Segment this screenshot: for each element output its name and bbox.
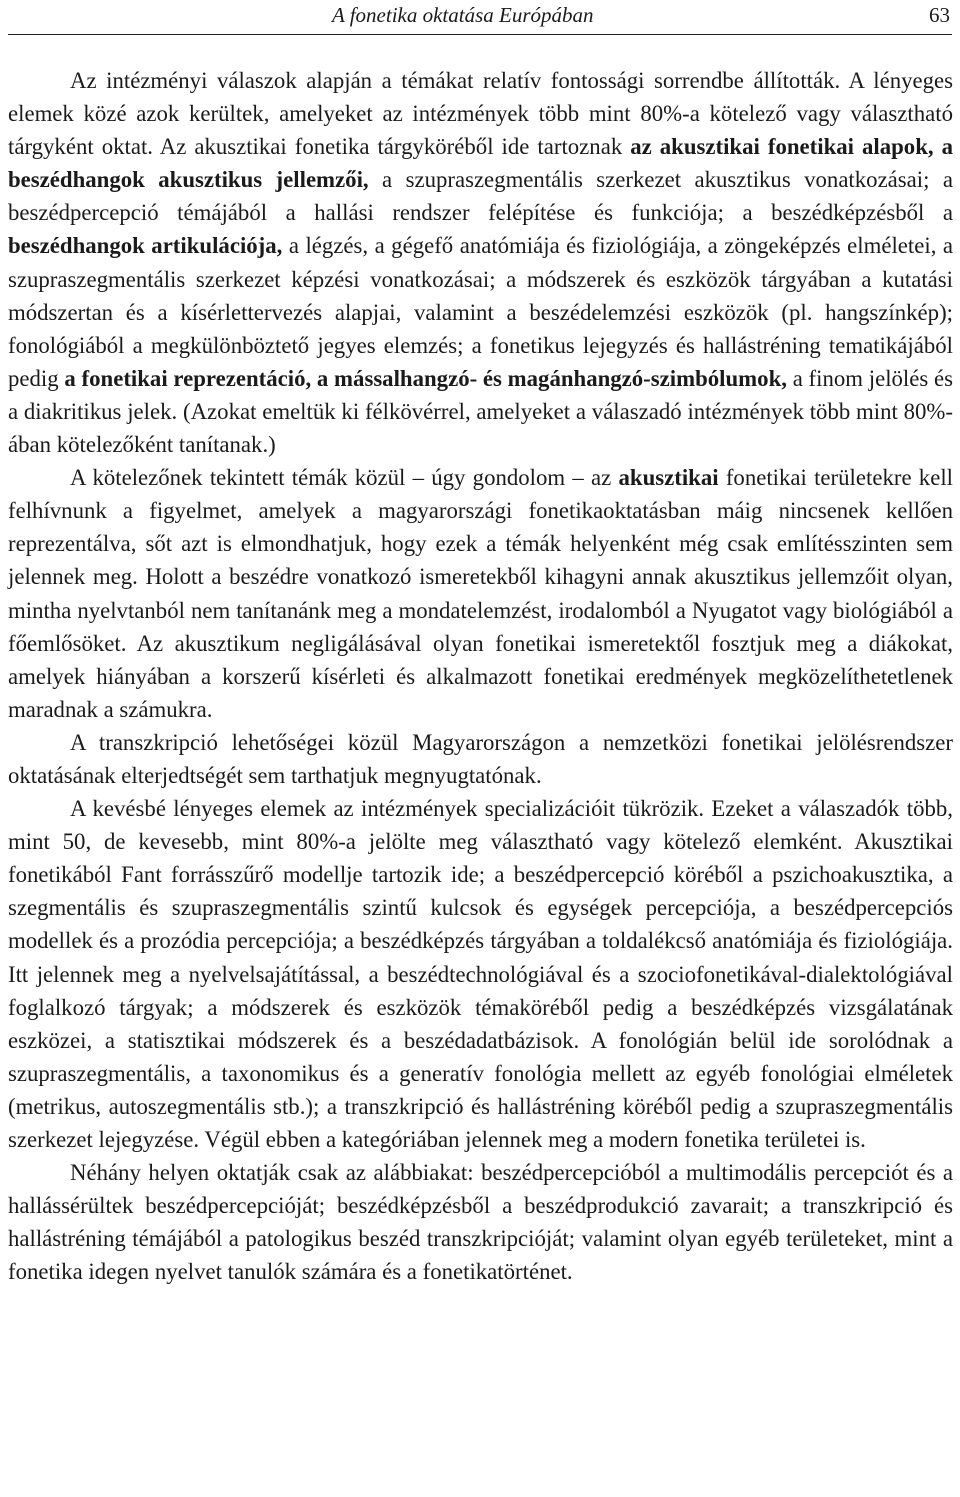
- paragraph-2: [8, 461, 953, 726]
- paragraph-5: Néhány helyen oktatják csak az alábbiakat: beszédpercepcióból a multimodális percepciót és a hallássérültek beszédpercepcióját; beszédképzésből a beszédprodukció zavarait; a transzkripció és hallástréning témájából a patologikus beszéd transzkripcióját; valamint olyan egyéb területeket, mint a fonetika idegen nyelvet tanulók számára és a fonetikatörténet.: [8, 1160, 953, 1285]
- p1-text-2: a szupraszegmentális szerkezet akusztikus vonatkozásai; a beszédpercepció témájából a hallási rendszer felépítése és funkciója; a beszédképzésből a: [8, 167, 953, 226]
- p1-bold-2: beszédhangok artikulációja,: [8, 233, 283, 259]
- p2-text-1: A kötelezőnek tekintett témák közül – úgy gondolom – az: [70, 465, 619, 491]
- paragraph-3: A transzkripció lehetőségei közül Magyarországon a nemzetközi fonetikai jelölésrendszer oktatásának elterjedtségét sem tarthatjuk megnyugtatónak.: [8, 729, 953, 788]
- p1-bold-3: a fonetikai reprezentáció, a mássalhangzó- és magánhangzó-szimbólumok,: [64, 365, 787, 391]
- p1-bold-1: az akusztikai fonetikai alapok, a beszédhangok akusztikus jellemzői,: [8, 134, 953, 193]
- p2-text-2: fonetikai területekre kell felhívnunk a figyelmet, amelyek a magyarországi fonetikaoktatásban máig nincsenek kellően reprezentálva, sőt azt is elmondhatjuk, hogy ezek a témák helyenként még csak említésszinten sem jelennek meg. Holott a beszédre vonatkozó ismeretekből kihagyni annak akusztikus jellemzőit olyan, mintha nyelvtanból nem tanítanánk meg a mondatelemzést, irodalomból a Nyugatot vagy biológiából a főemlősöket. Az akusztikum negligálásával olyan fonetikai ismeretektől fosztjuk meg a diákokat, amelyek hiányában a korszerű kísérleti és alkalmazott fonetikai eredmények megközelíthetetlenek maradnak a számukra.: [8, 465, 953, 722]
- paragraph-1: [8, 64, 953, 461]
- p1-text-3: a légzés, a gégefő anatómiája és fiziológiája, a zöngeképzés elméletei, a szupraszegmentális szerkezet képzési vonatkozásai; a módszerek és eszközök tárgyában a kutatási módszertan és a kísérlettervezés alapjai, valamint a beszédelemzési eszközök (pl. hangszínkép); fonológiából a megkülönböztető jegyes elemzés; a fonetikus lejegyzés és hallástréning tematikájából pedig: [8, 233, 953, 391]
- page-number: 63: [929, 3, 950, 27]
- paragraph-4: A kevésbé lényeges elemek az intézmények specializációit tükrözik. Ezeket a válaszadók több, mint 50, de kevesebb, mint 80%-a jelölte meg választható vagy kötelező elemként. Akusztikai fonetikából Fant forrásszűrő modellje tartozik ide; a beszédpercepció köréből a pszichoakusztika, a szegmentális és szupraszegmentális szintű kulcsok és egységek percepciója, a beszédpercepciós modellek és a prozódia percepciója; a beszédképzés tárgyában a toldalékcső anatómiája és fiziológiája. Itt jelennek meg a nyelvelsajátítással, a beszédtechnológiával és a szociofonetikával-dialektológiával foglalkozó tárgyak; a módszerek és eszközök témaköréből pedig a beszédképzés vizsgálatának eszközei, a statisztikai módszerek és a beszédadatbázisok. A fonológián belül ide sorolódnak a szupraszegmentális, a taxonomikus és a generatív fonológia mellett az egyéb fonológiai elméletek (metrikus, autoszegmentális stb.); a transzkripció és hallástréning köréből pedig a szupraszegmentális szerkezet lejegyzése. Végül ebben a kategóriában jelennek meg a modern fonetika területei is.: [8, 796, 953, 1152]
- running-title: A fonetika oktatása Európában: [332, 3, 594, 27]
- p1-text-4: a finom jelölés és a diakritikus jelek. (Azokat emeltük ki félkövérrel, amelyeket a válaszadó intézmények több mint 80%-ában kötelezőként tanítanak.): [8, 365, 953, 458]
- p2-bold-1: akusztikai: [618, 465, 719, 491]
- running-header: [8, 0, 952, 35]
- body-text: [8, 64, 953, 1288]
- p1-text-1: Az intézményi válaszok alapján a témákat relatív fontossági sorrendbe állították. A lényeges elemek közé azok kerültek, amelyeket az intézmények több mint 80%-a kötelező vagy választható tárgyként oktat. Az akusztikai fonetika tárgyköréből ide tartoznak: [8, 68, 953, 160]
